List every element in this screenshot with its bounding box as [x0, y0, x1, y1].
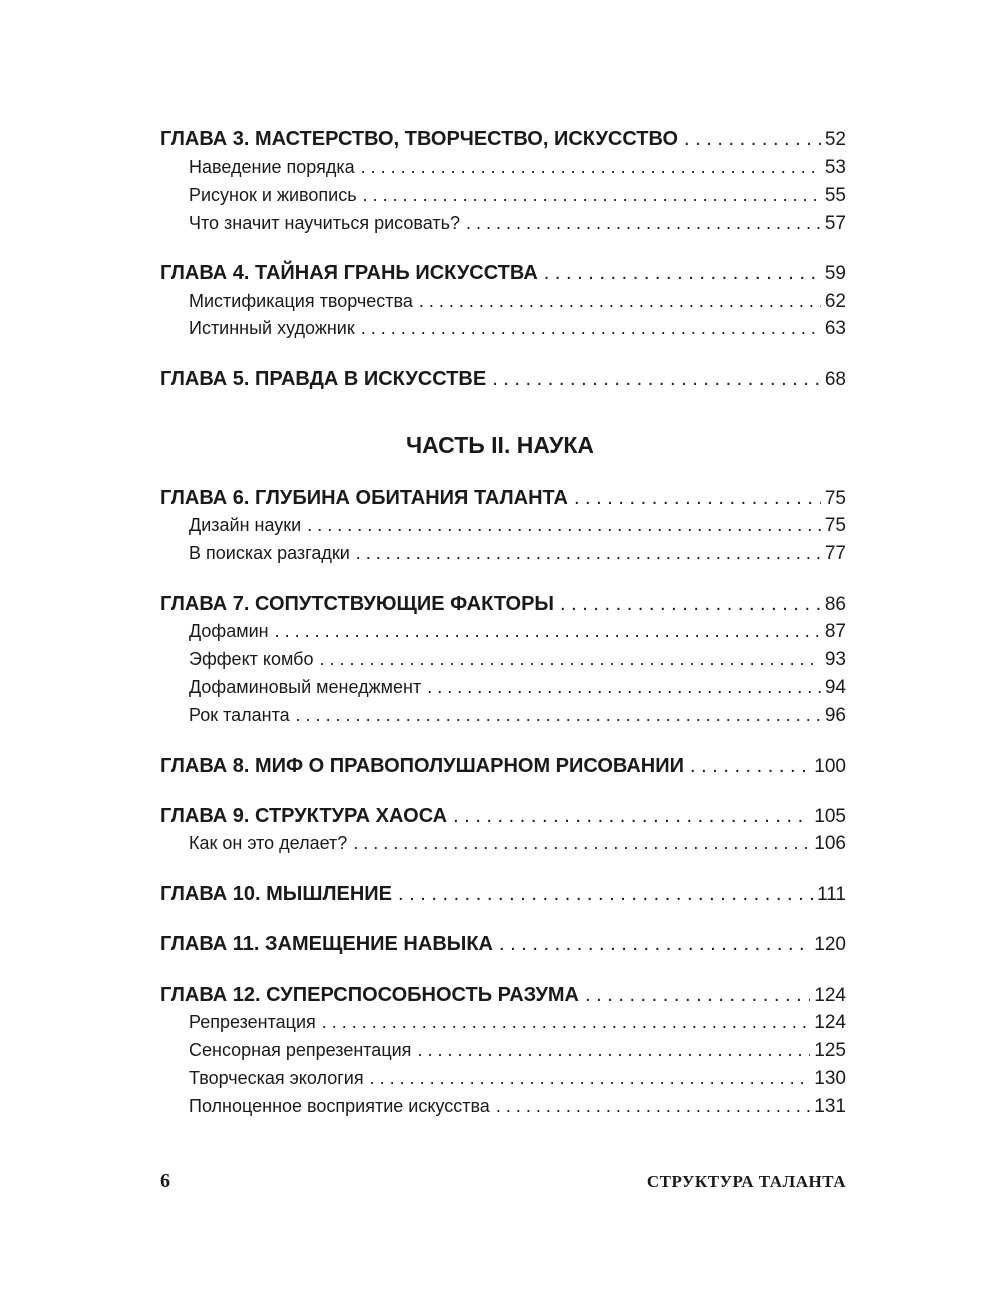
toc-chapter-9: [160, 805, 846, 828]
toc-section: [189, 1096, 846, 1118]
dot-leader: [585, 984, 810, 1007]
dot-leader: [353, 833, 810, 854]
entry-title: Дофаминовый менеджмент: [189, 677, 422, 697]
dot-leader: [363, 185, 821, 206]
entry-title: Репрезентация: [189, 1012, 316, 1032]
dot-leader: [319, 649, 820, 670]
dot-leader: [466, 213, 821, 234]
entry-page: 62: [824, 291, 846, 312]
entry-page: 77: [824, 543, 846, 564]
entry-title: Истинный художник: [189, 318, 355, 338]
entry-title: В поисках разгадки: [189, 543, 350, 563]
dot-leader: [492, 368, 821, 391]
entry-title: Дизайн науки: [189, 515, 302, 535]
toc-chapter-8: [160, 755, 846, 778]
entry-page: 105: [814, 806, 846, 827]
toc-chapter-7: [160, 593, 846, 616]
entry-page: 124: [814, 1012, 846, 1033]
dot-leader: [361, 318, 821, 339]
toc-chapter-4: [160, 262, 846, 285]
entry-page: 63: [824, 318, 846, 339]
dot-leader: [296, 705, 821, 726]
entry-title: Рисунок и живопись: [189, 185, 357, 205]
dot-leader: [275, 621, 821, 642]
entry-title: ГЛАВА 3. МАСТЕРСТВО, ТВОРЧЕСТВО, ИСКУССТВО: [160, 128, 679, 150]
dot-leader: [560, 593, 821, 616]
entry-page: 53: [824, 157, 846, 178]
dot-leader: [419, 291, 821, 312]
entry-page: 96: [824, 705, 846, 726]
entry-page: 124: [814, 985, 846, 1006]
dot-leader: [398, 883, 813, 906]
entry-title: Рок таланта: [189, 705, 290, 725]
entry-page: 86: [824, 594, 846, 615]
entry-title: ГЛАВА 6. ГЛУБИНА ОБИТАНИЯ ТАЛАНТА: [160, 487, 568, 509]
entry-page: 125: [814, 1040, 846, 1061]
toc-section: [189, 185, 846, 207]
dot-leader: [356, 543, 821, 564]
dot-leader: [690, 755, 810, 778]
entry-title: Эффект комбо: [189, 649, 314, 669]
toc-chapter-10: [160, 883, 846, 906]
dot-leader: [361, 157, 821, 178]
toc-chapter-5: [160, 368, 846, 391]
entry-page: 57: [824, 213, 846, 234]
entry-page: 52: [824, 129, 846, 150]
entry-page: 106: [814, 833, 846, 854]
dot-leader: [496, 1096, 810, 1117]
toc-section: [189, 705, 846, 727]
entry-title: ГЛАВА 10. МЫШЛЕНИЕ: [160, 883, 392, 905]
dot-leader: [684, 128, 821, 151]
dot-leader: [499, 933, 810, 956]
dot-leader: [370, 1068, 811, 1089]
dot-leader: [322, 1012, 811, 1033]
entry-page: 75: [824, 515, 846, 536]
entry-title: Мистификация творчества: [189, 291, 413, 311]
toc-chapter-11: [160, 933, 846, 956]
entry-title: ГЛАВА 9. СТРУКТУРА ХАОСА: [160, 805, 448, 827]
entry-title: Дофамин: [189, 621, 269, 641]
entry-page: 120: [814, 934, 846, 955]
toc-section: [189, 677, 846, 699]
entry-page: 100: [814, 756, 846, 777]
toc-section: [189, 1012, 846, 1034]
entry-page: 94: [824, 677, 846, 698]
entry-title: ГЛАВА 4. ТАЙНАЯ ГРАНЬ ИСКУССТВА: [160, 262, 538, 284]
entry-title: ГЛАВА 5. ПРАВДА В ИСКУССТВЕ: [160, 368, 487, 390]
entry-page: 55: [824, 185, 846, 206]
entry-title: ГЛАВА 8. МИФ О ПРАВОПОЛУШАРНОМ РИСОВАНИИ: [160, 755, 684, 777]
toc-section: [189, 649, 846, 671]
entry-page: 93: [824, 649, 846, 670]
entry-title: ГЛАВА 11. ЗАМЕЩЕНИЕ НАВЫКА: [160, 933, 493, 955]
entry-page: 75: [824, 488, 846, 509]
entry-page: 68: [824, 369, 846, 390]
entry-page: 131: [814, 1096, 846, 1117]
toc-section: [189, 1040, 846, 1062]
toc-section: [189, 1068, 846, 1090]
entry-title: Как он это делает?: [189, 833, 348, 853]
dot-leader: [453, 805, 810, 828]
toc-section: [189, 157, 846, 179]
entry-title: ГЛАВА 7. СОПУТСТВУЮЩИЕ ФАКТОРЫ: [160, 593, 555, 615]
entry-page: 87: [824, 621, 846, 642]
toc-chapter-6: [160, 487, 846, 510]
toc-section: [189, 621, 846, 643]
entry-title: Наведение порядка: [189, 157, 355, 177]
running-title: СТРУКТУРА ТАЛАНТА: [646, 1172, 846, 1191]
toc-section: [189, 543, 846, 565]
entry-page: 59: [824, 263, 846, 284]
dot-leader: [544, 262, 821, 285]
dot-leader: [574, 487, 821, 510]
entry-title: Полноценное восприятие искусства: [189, 1096, 490, 1116]
part-heading: ЧАСТЬ II. НАУКА: [405, 432, 595, 458]
page-number: 6: [160, 1170, 170, 1192]
dot-leader: [417, 1040, 810, 1061]
entry-title: Сенсорная репрезентация: [189, 1040, 412, 1060]
toc-section: [189, 318, 846, 340]
toc-chapter-3: [160, 128, 846, 151]
toc-section: [189, 213, 846, 235]
entry-title: Что значит научиться рисовать?: [189, 213, 460, 233]
entry-page: 130: [814, 1068, 846, 1089]
dot-leader: [427, 677, 821, 698]
entry-page: 111: [817, 884, 846, 905]
entry-title: ГЛАВА 12. СУПЕРСПОСОБНОСТЬ РАЗУМА: [160, 984, 579, 1006]
toc-section: [189, 291, 846, 313]
toc-chapter-12: [160, 984, 846, 1007]
toc-section: [189, 515, 846, 537]
dot-leader: [307, 515, 821, 536]
toc-section: [189, 833, 846, 855]
entry-title: Творческая экология: [189, 1068, 364, 1088]
